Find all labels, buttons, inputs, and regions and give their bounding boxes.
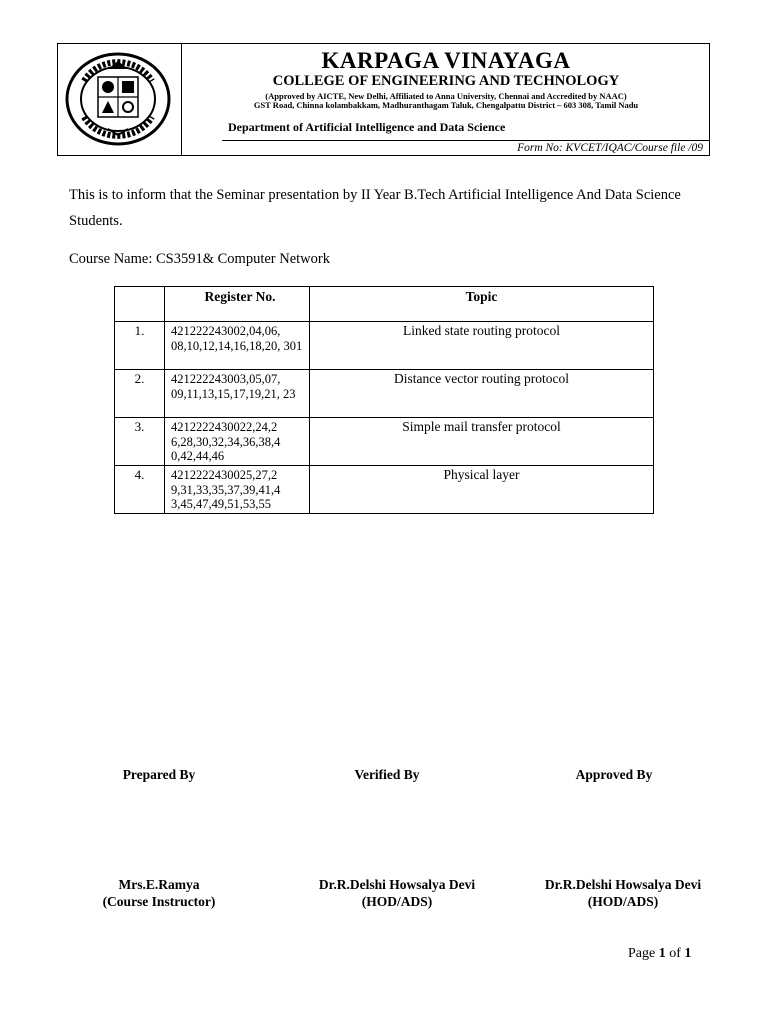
prepared-by-label: Prepared By xyxy=(122,767,196,782)
register-numbers: 421222243002,04,06, 08,10,12,14,16,18,20, 301 xyxy=(165,322,310,370)
page-total: 1 xyxy=(684,946,692,961)
college-seal-icon xyxy=(64,51,172,147)
register-numbers: 4212222430022,24,2 6,28,30,32,34,36,38,4 0,42,44,46 xyxy=(165,418,310,466)
approved-by-signatory xyxy=(523,876,723,910)
table-row xyxy=(115,370,654,418)
topic-name: Linked state routing protocol xyxy=(310,322,654,370)
column-header-topic: Topic xyxy=(310,287,654,322)
register-numbers: 421222243003,05,07, 09,11,13,15,17,19,21, 23 xyxy=(165,370,310,418)
form-number: Form No: KVCET/IQAC/Course file /09 xyxy=(517,142,703,154)
topic-name: Distance vector routing protocol xyxy=(310,370,654,418)
page-number xyxy=(628,946,691,962)
serial-number: 3. xyxy=(115,418,165,466)
intro-paragraph: This is to inform that the Seminar presentation by II Year B.Tech Artificial Intelligence And Data Science Students. xyxy=(69,187,681,229)
serial-number: 1. xyxy=(115,322,165,370)
form-number-row xyxy=(222,140,709,157)
department-name: Department of Artificial Intelligence and Data Science xyxy=(228,120,506,134)
serial-number: 4. xyxy=(115,466,165,514)
college-subtitle: COLLEGE OF ENGINEERING AND TECHNOLOGY xyxy=(272,73,620,89)
table-row xyxy=(115,466,654,514)
table-row xyxy=(115,322,654,370)
column-header-register: Register No. xyxy=(165,287,310,322)
register-numbers: 4212222430025,27,2 9,31,33,35,37,39,41,4 3,45,47,49,51,53,55 xyxy=(165,466,310,514)
serial-number: 2. xyxy=(115,370,165,418)
table-row xyxy=(115,418,654,466)
topic-name: Physical layer xyxy=(310,466,654,514)
verified-by-signatory xyxy=(297,876,497,910)
college-logo xyxy=(58,44,182,155)
column-header-sno xyxy=(115,287,165,322)
course-name: Course Name: CS3591& Computer Network xyxy=(69,251,330,267)
verified-by-label: Verified By xyxy=(354,767,420,782)
signatory-designation: (HOD/ADS) xyxy=(361,894,433,909)
page-of: of xyxy=(669,946,681,961)
signatory-name: Dr.R.Delshi Howsalya Devi xyxy=(544,877,702,892)
signatory-name: Mrs.E.Ramya xyxy=(118,877,200,892)
approved-by-label: Approved By xyxy=(575,767,653,782)
signatory-designation: (HOD/ADS) xyxy=(587,894,659,909)
college-name: KARPAGA VINAYAGA xyxy=(321,48,571,73)
seminar-table xyxy=(114,286,654,514)
topic-name: Simple mail transfer protocol xyxy=(310,418,654,466)
address-line: GST Road, Chinna kolambakkam, Madhuranthagam Taluk, Chengalpattu District – 603 308, Tamil Nadu xyxy=(253,100,639,110)
page-current: 1 xyxy=(658,946,666,961)
letterhead xyxy=(57,43,710,156)
table-header-row xyxy=(115,287,654,322)
prepared-by-signatory xyxy=(59,876,259,910)
approval-line: (Approved by AICTE, New Delhi, Affiliated to Anna University, Chennai and Accredited by NAAC) xyxy=(265,91,627,101)
page-label: Page xyxy=(628,946,656,961)
signatory-designation: (Course Instructor) xyxy=(102,894,216,909)
signatory-name: Dr.R.Delshi Howsalya Devi xyxy=(318,877,476,892)
